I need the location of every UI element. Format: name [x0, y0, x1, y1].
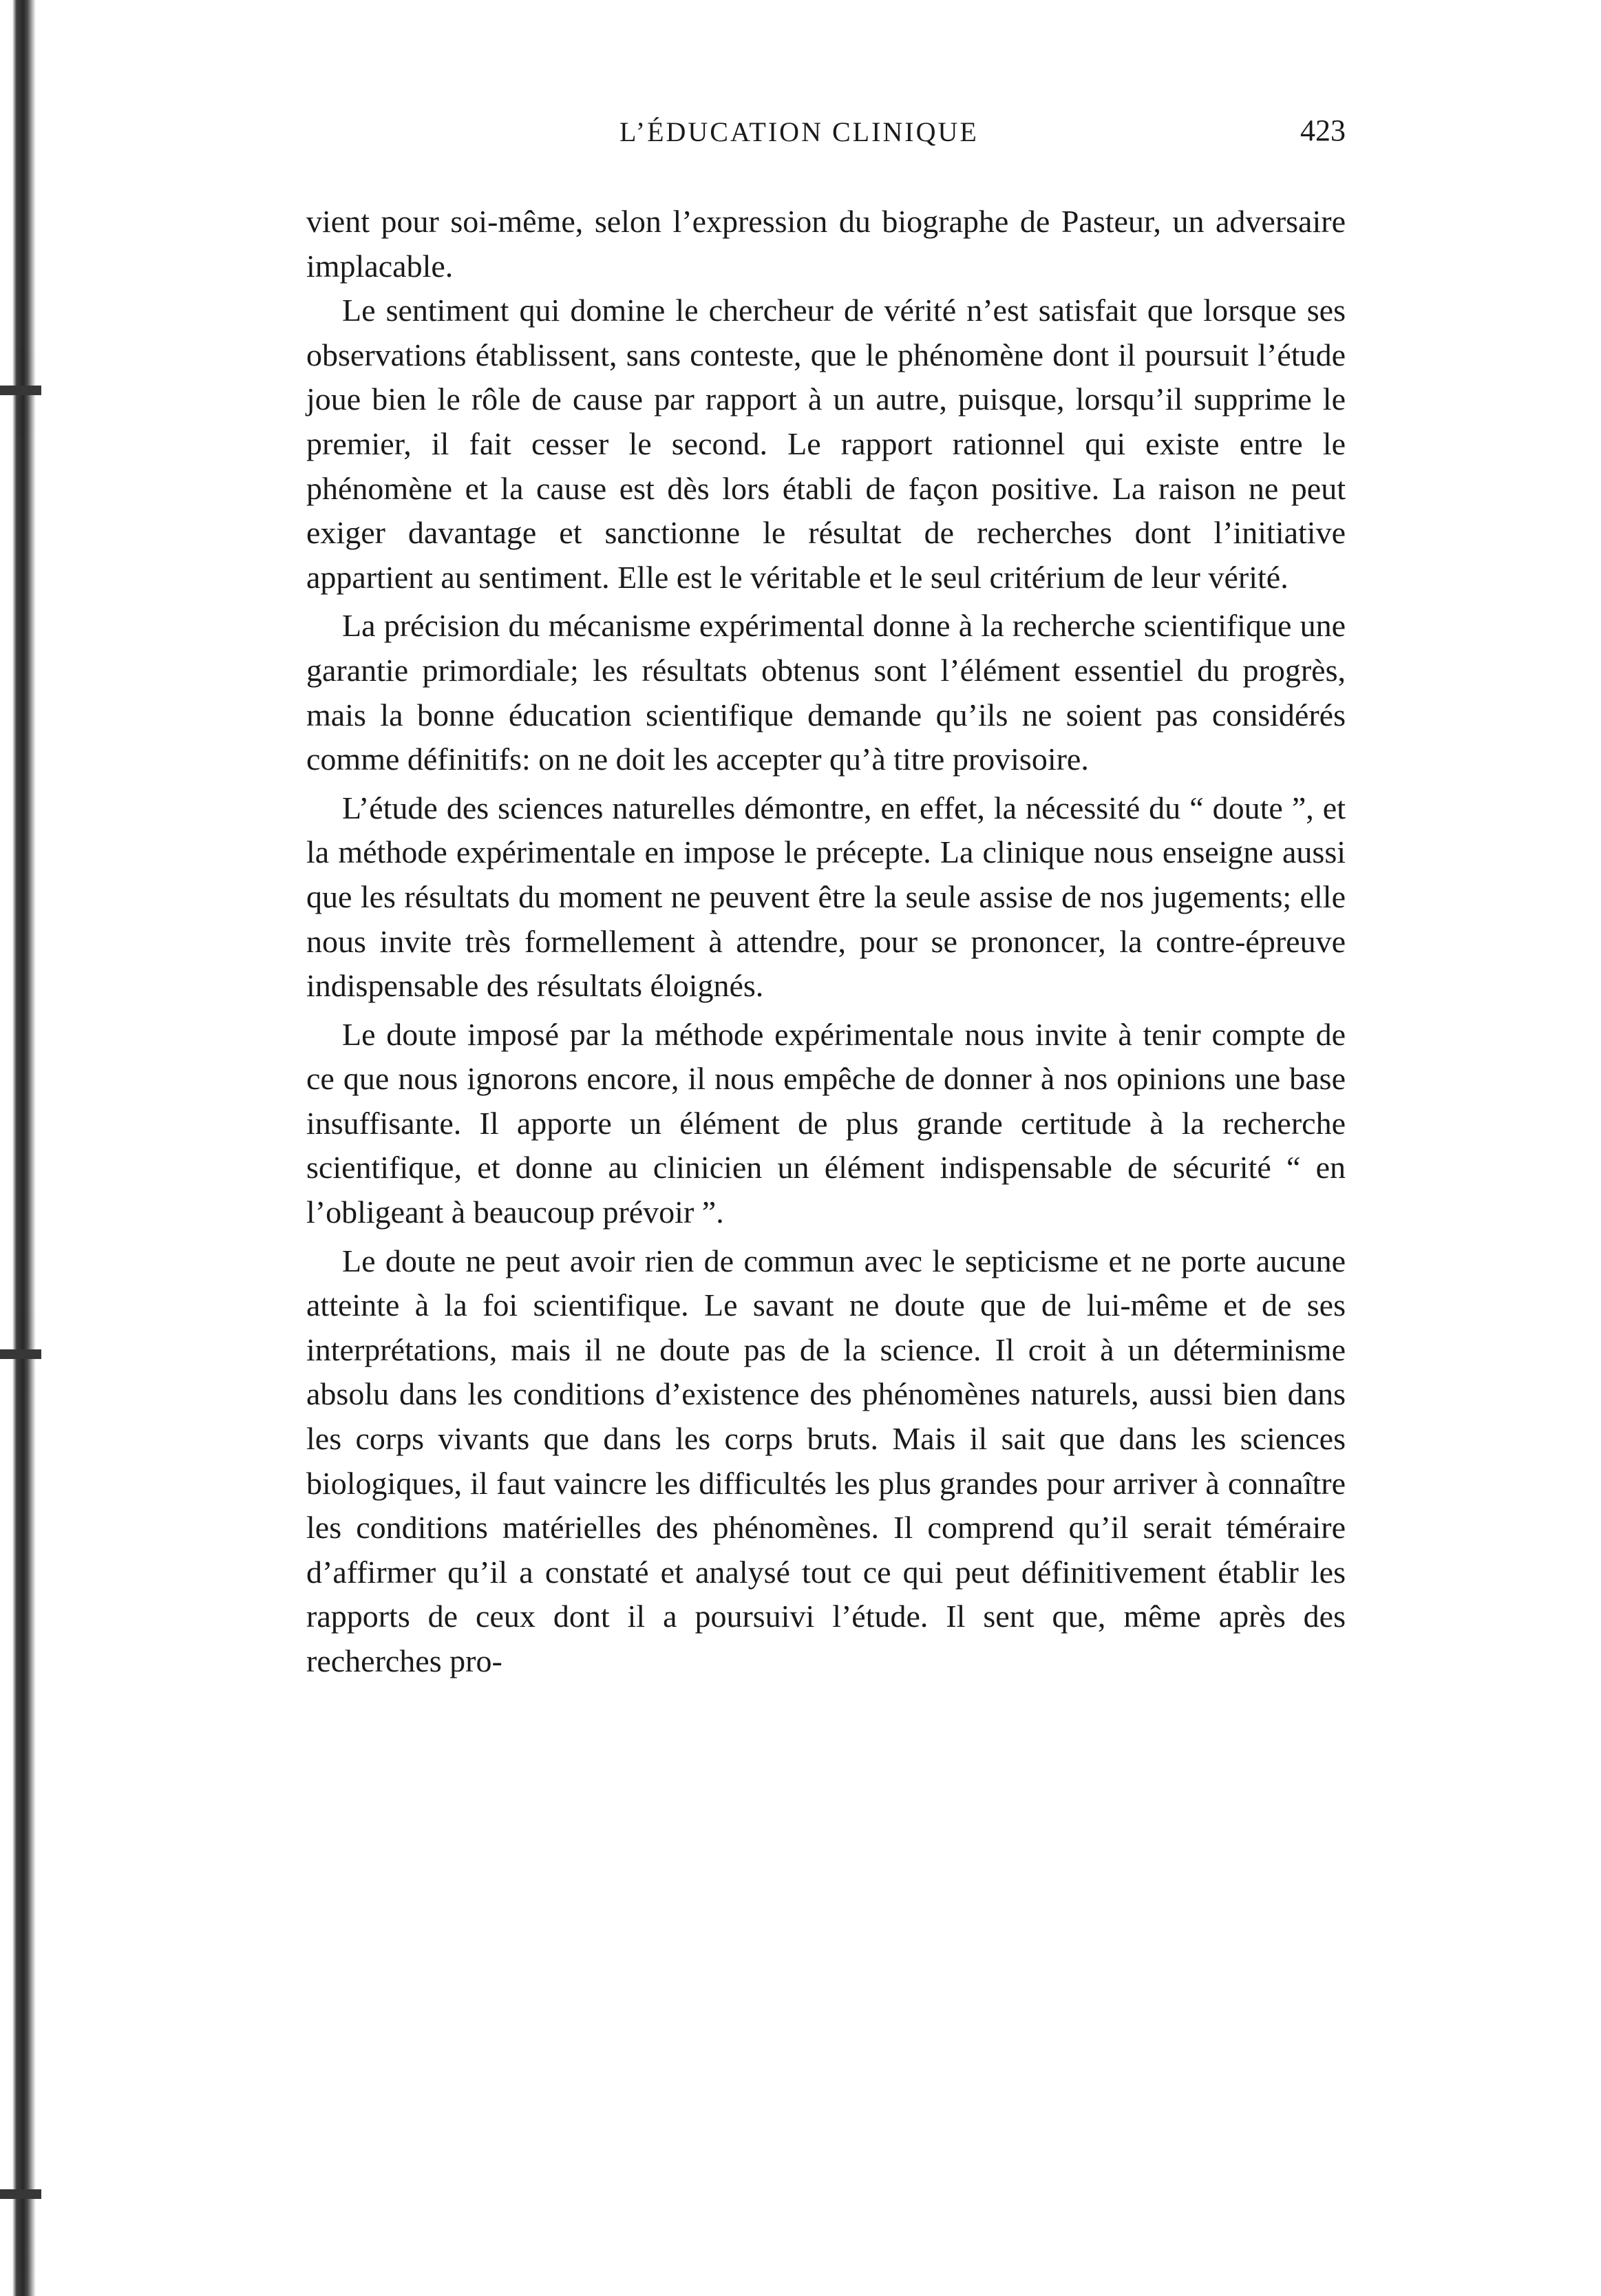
- page-header: [306, 110, 1346, 165]
- paragraph: L’étude des sciences naturelles démontre, en effet, la nécessité du “ doute ”, et la méthode expérimentale en impose le précepte. La clinique nous enseigne aussi que les résultats du moment ne peuvent être la seule assise de nos jugements; elle nous invite très formellement à attendre, pour se prononcer, la contre-épreuve indispensable des résultats éloignés.: [306, 790, 1346, 1004]
- paragraph-continuation: vient pour soi-même, selon l’expression du biographe de Pasteur, un adversaire implacable.: [306, 204, 1346, 284]
- running-head: L’ÉDUCATION CLINIQUE: [619, 116, 979, 147]
- body-text: [306, 200, 1346, 1684]
- binding-mark: [0, 2189, 41, 2199]
- binding-mark: [0, 386, 41, 395]
- binding-mark: [0, 1349, 41, 1359]
- paragraph: La précision du mécanisme expérimental donne à la recherche scientifique une garantie primordiale; les résultats obtenus sont l’élément essentiel du progrès, mais la bonne éducation scientifique demande qu’ils ne soient pas considérés comme définitifs: on ne doit les accepter qu’à titre provisoire.: [306, 608, 1346, 777]
- paragraph: Le doute ne peut avoir rien de commun avec le septicisme et ne porte aucune atteinte à la foi scientifique. Le savant ne doute que de lui-même et de ses interprétations, mais il ne doute pas de la science. Il croit à un déterminisme absolu dans les conditions d’existence des phénomènes naturels, aussi bien dans les corps vivants que dans les corps bruts. Mais il sait que dans les sciences biologiques, il faut vaincre les difficultés les plus grandes pour arriver à connaître les conditions matérielles des phénomènes. Il comprend qu’il serait téméraire d’affirmer qu’il a constaté et analysé tout ce qui peut définitivement établir les rapports de ceux dont il a poursuivi l’étude. Il sent que, même après des recherches pro-: [306, 1243, 1346, 1678]
- scanned-binding-edge: [0, 0, 41, 2296]
- page-number: 423: [1300, 114, 1346, 147]
- paragraph: Le doute imposé par la méthode expérimentale nous invite à tenir compte de ce que nous ignorons encore, il nous empêche de donner à nos opinions une base insuffisante. Il apporte un élément de plus grande certitude à la recherche scientifique, et donne au clinicien un élément indispensable de sécurité “ en l’obligeant à beaucoup prévoir ”.: [306, 1016, 1346, 1230]
- paragraph: Le sentiment qui domine le chercheur de vérité n’est satisfait que lorsque ses observations établissent, sans conteste, que le phénomène dont il poursuit l’étude joue bien le rôle de cause par rapport à un autre, puisque, lorsqu’il supprime le premier, il fait cesser le second. Le rapport rationnel qui existe entre le phénomène et la cause est dès lors établi de façon positive. La raison ne peut exiger davantage et sanctionne le résultat de recherches dont l’initiative appartient au sentiment. Elle est le véritable et le seul critérium de leur vérité.: [306, 293, 1346, 595]
